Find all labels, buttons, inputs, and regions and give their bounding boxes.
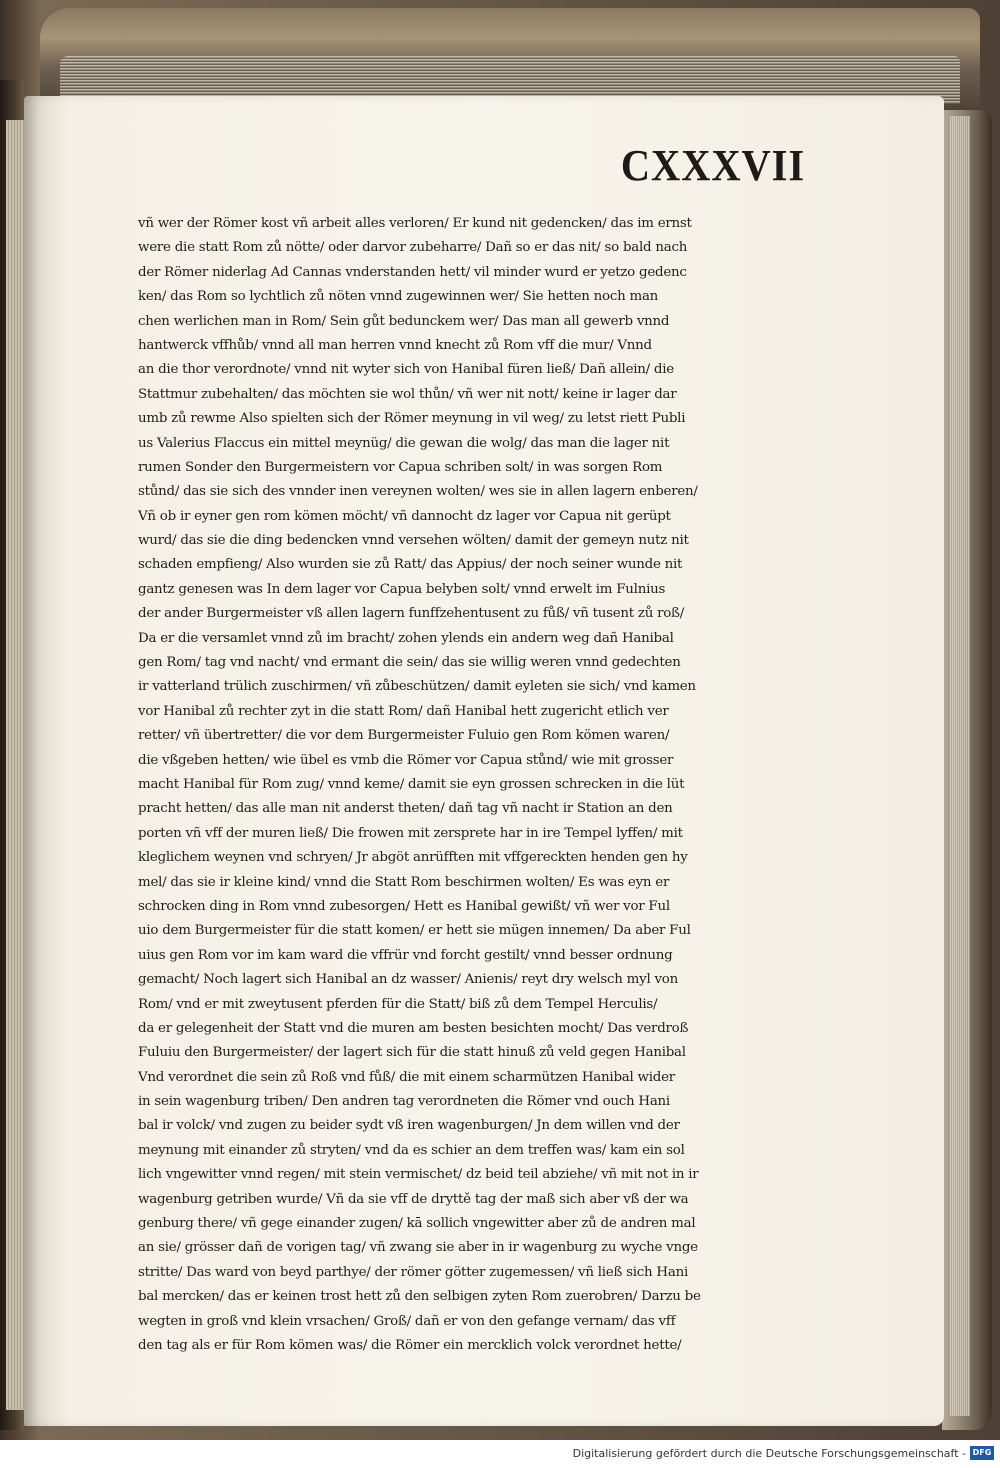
text-line: macht Hanibal für Rom zug/ vnnd keme/ damit sie eyn grossen schrecken in die lüt [138,776,685,792]
text-line: schaden empfieng/ Also wurden sie zů Ratt/ das Appius/ der noch seiner wunde nit [138,557,683,573]
text-line: bal mercken/ das er keinen trost hett zů den selbigen zyten Rom zuerobren/ Darzu be [138,1289,701,1305]
text-line: mel/ das sie ir kleine kind/ vnnd die Statt Rom beschirmen wolten/ Es was eyn er [138,874,670,890]
text-line: vñ wer der Römer kost vñ arbeit alles verloren/ Er kund nit gedencken/ das im ernst [138,216,692,231]
text-line: Rom/ vnd er mit zweytusent pferden für die Statt/ biß zů dem Tempel Herculis/ [138,996,658,1012]
text-line: schrocken ding in Rom vnnd zubesorgen/ Hett es Hanibal gewißt/ vñ wer vor Ful [138,898,670,914]
footer-credit: Digitalisierung gefördert durch die Deutsche Forschungsgemeinschaft - [572,1447,966,1460]
text-line: gen Rom/ tag vnd nacht/ vnd ermant die sein/ das sie willig weren vnnd gedechten [138,655,681,671]
text-line: Stattmur zubehalten/ das möchten sie wol thůn/ vñ wer nit nott/ keine ir lager dar [138,386,677,402]
text-line: die vßgeben hetten/ wie übel es vmb die Römer vor Capua stůnd/ wie mit grosser [138,752,674,768]
text-line: kleglichem weynen vnd schryen/ Jr abgöt anrüfften mit vffgereckten henden gen hy [138,850,688,866]
footer-bar [0,1440,1000,1468]
text-line: us Valerius Flaccus ein mittel meynüg/ die gewan die wolg/ das man die lager nit [138,435,670,451]
text-line: uius gen Rom vor im kam ward die vffrür vnd forcht gestilt/ vnnd besser ordnung [138,947,673,963]
page-edges-left [6,120,26,1410]
text-line: pracht hetten/ das alle man nit anderst theten/ dañ tag vñ nacht ir Station an den [138,801,673,817]
text-line: ir vatterland trülich zuschirmen/ vñ zůbeschützen/ damit eyleten sie sich/ vnd kamen [138,679,696,695]
text-line: genburg there/ vñ gege einander zugen/ kā sollich vngewitter aber zů de andren mal [138,1216,696,1232]
page-edges-right [950,116,970,1416]
folio-number: CXXXVII [620,141,805,190]
text-line: Vnd verordnet die sein zů Roß vnd fůß/ die mit einem scharmützen Hanibal wider [138,1069,675,1085]
text-line: bal ir volck/ vnd zugen zu beider sydt vß iren wagenburgen/ Jn dem willen vnd der [138,1118,680,1134]
text-line: an sie/ grösser dañ de vorigen tag/ vñ zwang sie aber in ir wagenburg zu wyche vnge [138,1240,698,1256]
text-line: stritte/ Das ward von beyd parthye/ der römer götter zugemessen/ vñ ließ sich Hani [138,1264,689,1280]
text-line: der Römer niderlag Ad Cannas vnderstanden hett/ vil minder wurd er yetzo gedenc [138,264,687,280]
text-line: wurd/ das sie die ding bedencken vnnd versehen wölten/ damit der gemeyn nutz nit [138,533,689,549]
text-line: chen werlichen man in Rom/ Sein gůt bedunckem wer/ Das man all gewerb vnnd [138,313,670,329]
text-line: wagenburg getriben wurde/ Vñ da sie vff de dryttě tag der maß sich aber vß der wa [138,1191,689,1207]
text-line: der ander Burgermeister vß allen lagern funffzehentusent zu fůß/ vñ tusent zů roß/ [138,606,685,622]
text-line: hantwerck vffhůb/ vnnd all man herren vnnd knecht zů Rom vff die mur/ Vnnd [138,337,652,353]
text-line: gantz genesen was In dem lager vor Capua belyben solt/ vnnd erwelt im Fulnius [138,581,666,597]
text-line: uio dem Burgermeister für die statt komen/ er hett sie mügen innemen/ Da aber Ful [138,923,691,939]
text-line: in sein wagenburg triben/ Den andren tag verordneten die Römer vnd ouch Hani [138,1094,670,1110]
text-line: porten vñ vff der muren ließ/ Die frowen mit zersprete har in ire Tempel lyffen/ mit [138,825,683,841]
text-line: den tag als er für Rom kömen was/ die Römer ein mercklich volck verordnet hette/ [138,1337,682,1353]
text-line: ken/ das Rom so lychtlich zů nöten vnnd zugewinnen wer/ Sie hetten noch man [138,289,659,305]
text-line: Vñ ob ir eyner gen rom kömen möcht/ vñ dannocht dz lager vor Capua nit gerüpt [138,508,671,524]
text-line: wegten in groß vnd klein vrsachen/ Groß/ dañ er von den gefange vernam/ das vff [138,1313,676,1329]
text-line: an die thor verordnote/ vnnd nit wyter sich von Hanibal füren ließ/ Dañ allein/ die [138,362,674,378]
text-line: lich vngewitter vnnd regen/ mit stein vermischet/ dz beid teil abziehe/ vñ mit not in ir [138,1167,699,1183]
text-line: meynung mit einander zů stryten/ vnd da es schier an dem treffen was/ kam ein sol [138,1142,685,1158]
text-line: retter/ vñ übertretter/ die vor dem Burgermeister Fuluio gen Rom kömen waren/ [138,728,670,744]
text-line: vor Hanibal zů rechter zyt in die statt Rom/ dañ Hanibal hett zugericht etlich ver [138,703,669,719]
text-line: Da er die versamlet vnnd zů im bracht/ zohen ylends ein andern weg dañ Hanibal [138,630,674,646]
text-line: Fuluiu den Burgermeister/ der lagert sich für die statt hinuß zů veld gegen Hanibal [138,1045,686,1061]
dfg-logo-icon: DFG [970,1446,994,1460]
text-line: rumen Sonder den Burgermeistern vor Capua schriben solt/ in was sorgen Rom [138,459,663,475]
text-line: da er gelegenheit der Statt vnd die muren am besten besichten mocht/ Das verdroß [138,1020,689,1036]
text-block [138,212,832,1358]
text-line: stůnd/ das sie sich des vnnder inen vereynen wolten/ wes sie in allen lagern enberen/ [138,484,698,500]
text-line: gemacht/ Noch lagert sich Hanibal an dz wasser/ Anienis/ reyt dry welsch myl von [138,972,678,988]
text-line: were die statt Rom zů nötte/ oder darvor zubeharre/ Dañ so er das nit/ so bald nach [138,240,688,256]
text-line: umb zů rewme Also spielten sich der Römer meynung in vil weg/ zu letst riett Publi [138,411,686,427]
